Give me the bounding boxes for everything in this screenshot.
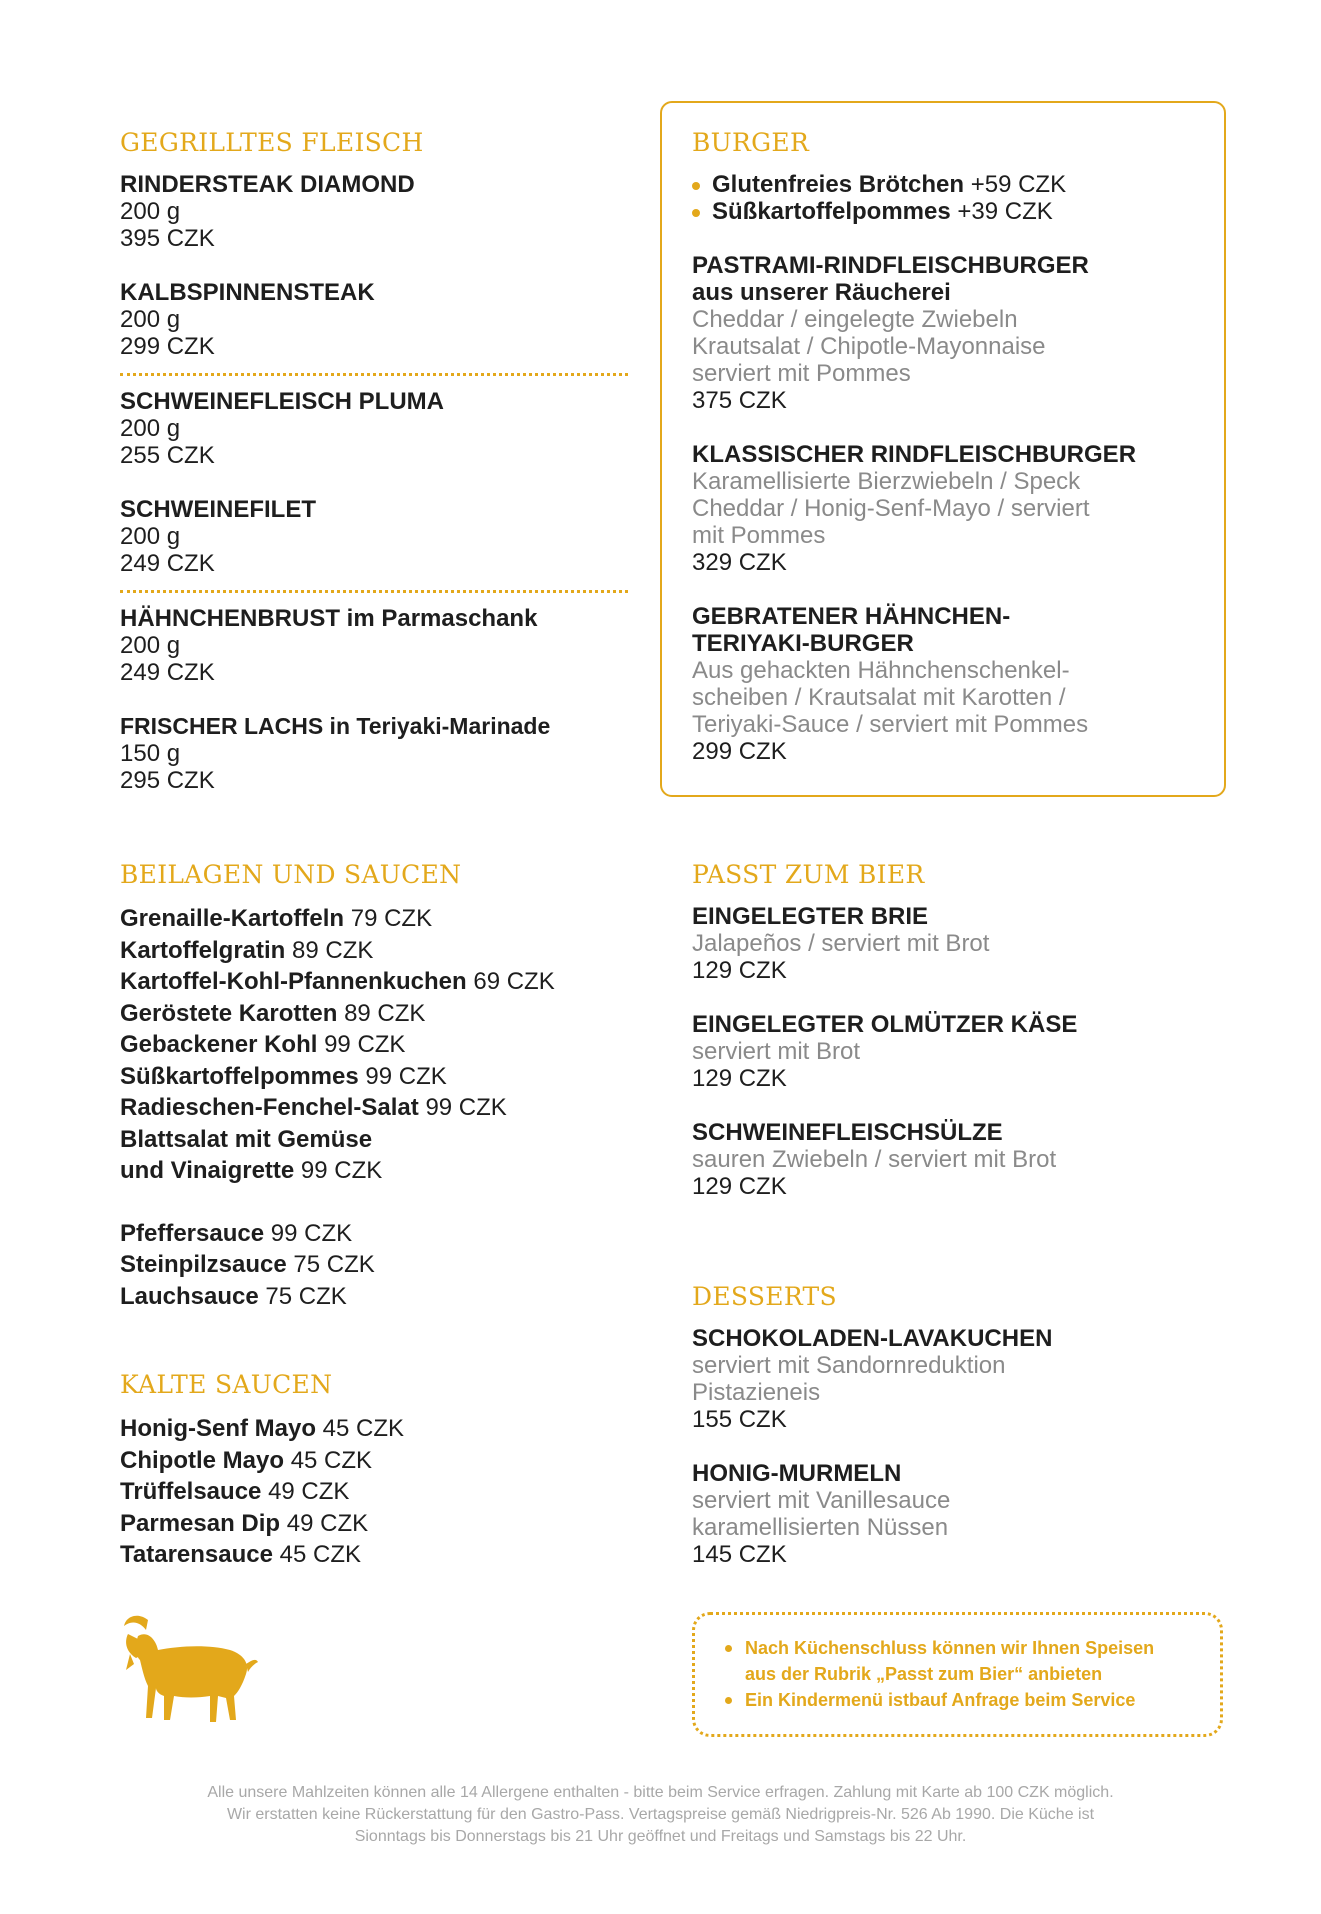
side-name: Süßkartoffelpommes: [120, 1062, 359, 1090]
side-item: [120, 1092, 660, 1124]
sauce-name: Parmesan Dip: [120, 1509, 281, 1537]
side-item: [120, 1155, 660, 1187]
section-desserts: [692, 1282, 1222, 1595]
section-heading: PASST ZUM BIER: [692, 860, 925, 889]
menu-item: [692, 441, 1212, 576]
item-name: EINGELEGTER BRIE: [692, 903, 929, 930]
item-price: 375 CZK: [692, 387, 787, 414]
item-name: HÄHNCHENBRUST: [120, 605, 340, 632]
menu-item: [120, 279, 640, 360]
item-description: scheiben / Krautsalat mit Karotten /: [692, 684, 1066, 711]
section-sides-sauces: [120, 860, 660, 1312]
dotted-divider: [120, 373, 628, 376]
side-name: Geröstete Karotten: [120, 999, 338, 1027]
sauce-name: Honig-Senf Mayo: [120, 1415, 316, 1442]
sauce-item: [120, 1249, 660, 1281]
side-price: 99 CZK: [324, 1031, 406, 1058]
sauce-item: [120, 1508, 640, 1540]
goat-illustration-icon: [118, 1612, 260, 1734]
menu-item: [692, 1325, 1222, 1433]
menu-item: [120, 496, 640, 577]
item-price: 145 CZK: [692, 1541, 787, 1568]
menu-item: [120, 388, 640, 469]
side-item: [120, 966, 660, 998]
extra-name: Süßkartoffelpommes: [712, 198, 951, 225]
menu-item: [120, 605, 640, 686]
item-name: EINGELEGTER OLMÜTZER KÄSE: [692, 1011, 1078, 1038]
item-price: 249 CZK: [120, 550, 215, 577]
note-item: [725, 1635, 1220, 1687]
item-weight: 200 g: [120, 415, 181, 442]
side-name: Kartoffelgratin: [120, 936, 286, 964]
bullet-icon: [692, 209, 700, 217]
note-text: Nach Küchenschluss können wir Ihnen Speisen: [745, 1638, 1155, 1658]
side-item: [120, 998, 660, 1030]
section-grilled-meat: [120, 128, 640, 821]
menu-item: [692, 903, 1222, 984]
side-name: Grenaille-Kartoffeln: [120, 905, 345, 932]
item-description: serviert mit Vanillesauce: [692, 1487, 951, 1514]
note-text: Ein Kindermenü istbauf Anfrage beim Service: [745, 1690, 1136, 1710]
sauce-item: [120, 1476, 640, 1508]
side-name: Kartoffel-Kohl-Pfannenkuchen: [120, 968, 467, 995]
sauce-price: 45 CZK: [290, 1446, 373, 1474]
menu-item: [692, 1460, 1222, 1568]
item-price: 255 CZK: [120, 442, 215, 469]
side-price: 99 CZK: [365, 1062, 447, 1090]
item-description: karamellisierten Nüssen: [692, 1514, 949, 1541]
menu-item: [692, 252, 1212, 414]
item-description: Aus gehackten Hähnchenschenkel-: [692, 657, 1070, 684]
item-description: Krautsalat / Chipotle-Mayonnaise: [692, 333, 1046, 360]
item-name: PASTRAMI-RINDFLEISCHBURGER: [692, 252, 1089, 279]
item-price: 129 CZK: [692, 1065, 787, 1092]
sauce-name: Pfeffersauce: [120, 1219, 265, 1247]
item-subtitle: aus unserer Räucherei: [692, 279, 951, 306]
item-price: 129 CZK: [692, 957, 787, 984]
sauce-price: 45 CZK: [279, 1541, 362, 1568]
item-name: SCHOKOLADEN-LAVAKUCHEN: [692, 1325, 1053, 1352]
sauce-price: 99 CZK: [270, 1219, 353, 1247]
menu-item: [692, 1119, 1222, 1200]
sauce-item: [120, 1413, 640, 1445]
bullet-icon: [725, 1645, 732, 1652]
item-description: Cheddar / eingelegte Zwiebeln: [692, 306, 1018, 333]
footer-line: Wir erstatten keine Rückerstattung für den Gastro-Pass. Vertagspreise gemäß Niedrigpreis-Nr. 526 Ab 1990. Die Küche ist: [226, 1806, 1095, 1823]
item-name: SCHWEINEFLEISCHSÜLZE: [692, 1119, 1003, 1146]
menu-item: [692, 1011, 1222, 1092]
item-description: serviert mit Pommes: [692, 360, 911, 387]
item-weight: 150 g: [120, 740, 181, 767]
item-price: 299 CZK: [120, 333, 215, 360]
item-price: 295 CZK: [120, 767, 215, 794]
footer-disclaimer: [0, 1782, 1321, 1848]
side-price: 99 CZK: [425, 1094, 507, 1121]
side-name: Radieschen-Fenchel-Salat: [120, 1094, 419, 1121]
footer-line: Alle unsere Mahlzeiten können alle 14 Allergene enthalten - bitte beim Service erfragen. Zahlung mit Karte ab 100 CZK möglich.: [207, 1784, 1114, 1801]
item-price: 395 CZK: [120, 225, 215, 252]
item-name: KALBSPINNENSTEAK: [120, 279, 375, 306]
sauce-name: Lauchsauce: [120, 1282, 259, 1310]
item-price: 155 CZK: [692, 1406, 787, 1433]
item-price: 329 CZK: [692, 549, 787, 576]
notes-box: [692, 1612, 1223, 1737]
dotted-divider: [120, 590, 628, 593]
section-heading: BURGER: [692, 128, 810, 157]
section-cold-sauces: [120, 1370, 640, 1571]
side-item: [120, 935, 660, 967]
sauce-price: 49 CZK: [286, 1509, 369, 1537]
item-description: Cheddar / Honig-Senf-Mayo / serviert: [692, 495, 1090, 522]
side-name: Blattsalat mit Gemüse: [120, 1125, 373, 1153]
item-name: SCHWEINEFLEISCH PLUMA: [120, 388, 444, 415]
sauce-item: [120, 1281, 660, 1313]
item-description: serviert mit Sandornreduktion: [692, 1352, 1006, 1379]
item-weight: 200 g: [120, 523, 181, 550]
sauce-price: 75 CZK: [293, 1251, 375, 1278]
sauce-item: [120, 1218, 660, 1250]
item-weight: 200 g: [120, 632, 181, 659]
sauce-name: Steinpilzsauce: [120, 1251, 287, 1278]
side-name: Gebackener Kohl: [120, 1031, 318, 1058]
item-description: Jalapeños / serviert mit Brot: [692, 930, 990, 957]
bullet-icon: [692, 182, 700, 190]
extra-price: +39 CZK: [957, 198, 1053, 225]
item-description: sauren Zwiebeln / serviert mit Brot: [692, 1146, 1057, 1173]
sauce-name: Tatarensauce: [120, 1541, 273, 1568]
item-name: GEBRATENER HÄHNCHEN-: [692, 603, 1011, 630]
sauce-price: 49 CZK: [268, 1478, 350, 1505]
item-name: SCHWEINEFILET: [120, 496, 316, 523]
sauce-price: 75 CZK: [265, 1282, 347, 1310]
side-item: [120, 1029, 660, 1061]
item-name: FRISCHER LACHS: [120, 713, 324, 739]
note-text: aus der Rubrik „Passt zum Bier“ anbieten: [745, 1664, 1103, 1684]
side-item: [120, 1124, 660, 1156]
side-price: 89 CZK: [292, 936, 374, 964]
side-price: 79 CZK: [350, 905, 433, 932]
item-name: HONIG-MURMELN: [692, 1460, 902, 1487]
item-price: 129 CZK: [692, 1173, 787, 1200]
side-name: und Vinaigrette: [120, 1157, 295, 1184]
item-description: Pistazieneis: [692, 1379, 821, 1406]
side-price: 69 CZK: [473, 968, 555, 995]
side-item: [120, 903, 660, 935]
item-price: 299 CZK: [692, 738, 787, 765]
menu-item: [692, 603, 1212, 765]
footer-line: Sionntags bis Donnerstags bis 21 Uhr geöffnet und Freitags und Samstags bis 22 Uhr.: [354, 1828, 967, 1845]
extra-option: [692, 171, 1212, 198]
item-price: 249 CZK: [120, 659, 215, 686]
bullet-icon: [725, 1697, 732, 1704]
item-description: serviert mit Brot: [692, 1038, 861, 1065]
item-description: mit Pommes: [692, 522, 826, 549]
item-description: Teriyaki-Sauce / serviert mit Pommes: [692, 711, 1089, 738]
menu-item: [120, 171, 640, 252]
extra-price: +59 CZK: [970, 171, 1067, 198]
sauce-price: 45 CZK: [322, 1415, 405, 1442]
sauce-name: Trüffelsauce: [120, 1478, 262, 1505]
item-name-suffix: im Parmaschank: [340, 605, 538, 632]
section-beer-snacks: [692, 860, 1222, 1227]
item-description: Karamellisierte Bierzwiebeln / Speck: [692, 468, 1081, 495]
extra-name: Glutenfreies Brötchen: [712, 171, 965, 198]
side-item: [120, 1061, 660, 1093]
section-burger: [692, 128, 1212, 792]
sauce-name: Chipotle Mayo: [120, 1446, 285, 1474]
extra-option: [692, 198, 1212, 225]
item-name: KLASSISCHER RINDFLEISCHBURGER: [692, 441, 1137, 468]
section-heading: GEGRILLTES FLEISCH: [120, 128, 424, 157]
item-name: TERIYAKI-BURGER: [692, 630, 914, 657]
sauce-item: [120, 1445, 640, 1477]
item-weight: 200 g: [120, 306, 181, 333]
item-name: RINDERSTEAK DIAMOND: [120, 171, 415, 198]
sauce-item: [120, 1539, 640, 1571]
menu-item: [120, 713, 640, 794]
side-price: 89 CZK: [344, 999, 426, 1027]
section-heading: KALTE SAUCEN: [120, 1370, 333, 1399]
side-price: 99 CZK: [300, 1157, 383, 1184]
item-weight: 200 g: [120, 198, 181, 225]
note-item: [725, 1687, 1220, 1713]
section-heading: BEILAGEN UND SAUCEN: [120, 860, 462, 889]
item-name-suffix: in Teriyaki-Marinade: [323, 713, 551, 739]
section-heading: DESSERTS: [692, 1282, 837, 1311]
